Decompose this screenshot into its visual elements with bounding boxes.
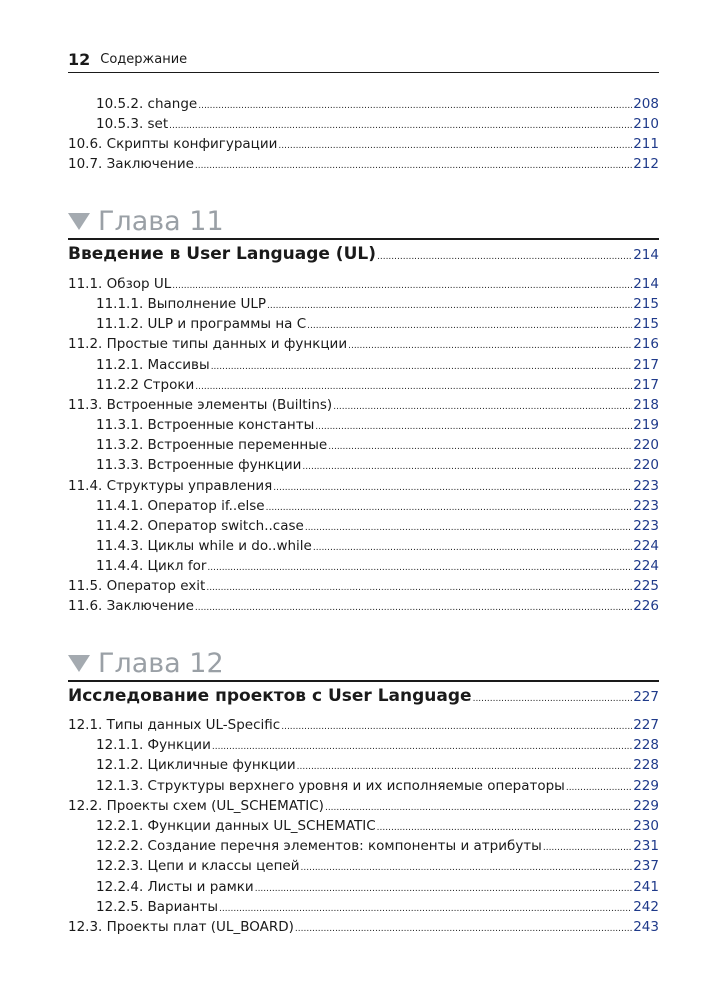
- leader-dots: [195, 154, 632, 176]
- toc-entry-page: 228: [633, 737, 659, 754]
- leader-dots: [315, 415, 632, 437]
- toc-entry-label: 10.7. Заключение: [68, 156, 194, 172]
- toc-entry[interactable]: [68, 715, 659, 735]
- toc-entry-label: 11.6. Заключение: [68, 598, 194, 615]
- toc-entry-label: 10.5.2. change: [96, 96, 198, 112]
- toc-entry-page: 211: [633, 136, 659, 152]
- leader-dots: [543, 836, 632, 858]
- toc-entry-page: 220: [633, 457, 659, 474]
- leader-dots: [278, 134, 632, 156]
- leader-dots: [348, 334, 632, 356]
- toc-entry-label: 10.6. Скрипты конфигурации: [68, 136, 278, 152]
- toc-entry-label: 11.2.1. Массивы: [96, 356, 210, 373]
- toc-entry[interactable]: [68, 917, 659, 937]
- toc-entry-page: 243: [633, 919, 659, 935]
- toc-entry-page: 218: [633, 396, 659, 413]
- toc-entry[interactable]: [96, 94, 659, 114]
- toc-entry-label: 11.1.2. ULP и программы на C: [96, 316, 307, 333]
- toc-entry[interactable]: [68, 596, 659, 616]
- toc-entry[interactable]: [96, 776, 659, 796]
- toc-entry[interactable]: [96, 856, 659, 876]
- toc-entry-label: 11.5. Оператор exit: [68, 578, 206, 595]
- toc-entry-label: 12.2.3. Цепи и классы цепей: [96, 858, 300, 875]
- triangle-down-icon: [68, 213, 90, 230]
- leader-dots: [325, 796, 632, 818]
- toc-entry-page: 214: [633, 247, 659, 263]
- toc-entry-page: 231: [633, 838, 659, 855]
- toc-entry-label: 11.3.1. Встроенные константы: [96, 417, 315, 434]
- toc-entry-label: 12.2.4. Листы и рамки: [96, 878, 254, 895]
- toc-entry-label: 11.4.2. Оператор switch..case: [96, 517, 304, 534]
- toc-entry[interactable]: [68, 274, 659, 294]
- toc-entry-page: 210: [633, 116, 659, 132]
- leader-dots: [195, 375, 632, 397]
- toc-entry-page: 220: [633, 437, 659, 454]
- toc-entry-page: 223: [633, 497, 659, 514]
- leader-dots: [307, 314, 632, 336]
- toc-entry-label: 11.4. Структуры управления: [68, 477, 273, 494]
- toc-entry-page: 212: [633, 156, 659, 172]
- toc-entry[interactable]: [68, 576, 659, 596]
- toc-entry-page: 217: [633, 356, 659, 373]
- toc-entry[interactable]: [68, 334, 659, 354]
- toc-entry-label: 11.3.3. Встроенные функции: [96, 457, 302, 474]
- toc-entry[interactable]: [96, 816, 659, 836]
- toc-entry[interactable]: [68, 395, 659, 415]
- toc-entry[interactable]: [96, 536, 659, 556]
- running-header: [68, 46, 659, 73]
- chapter-heading-text: Глава 12: [98, 647, 224, 679]
- toc-entry-page: 219: [633, 417, 659, 434]
- toc-entry-page: 227: [633, 689, 659, 705]
- toc-entry-label: 12.1.2. Цикличные функции: [96, 757, 296, 774]
- toc-entry-page: 216: [633, 336, 659, 353]
- leader-dots: [305, 516, 632, 538]
- toc-entry[interactable]: [68, 476, 659, 496]
- leader-dots: [295, 917, 632, 939]
- toc-entry-label: 11.1. Обзор UL: [68, 276, 172, 292]
- toc-entry-page: 227: [633, 717, 659, 733]
- leader-dots: [266, 496, 633, 518]
- leader-dots: [377, 816, 633, 838]
- toc-entry[interactable]: [96, 877, 659, 897]
- leader-dots: [198, 94, 632, 116]
- toc-entry-label: 12.2.2. Создание перечня элементов: компоненты и атрибуты: [96, 838, 542, 855]
- chapter-heading: [68, 204, 659, 238]
- leader-dots: [297, 755, 633, 777]
- leader-dots: [473, 686, 633, 705]
- toc-entry-page: 215: [633, 296, 659, 313]
- page-number: 12: [68, 49, 91, 69]
- toc-entry[interactable]: [96, 516, 659, 536]
- toc-entry[interactable]: [96, 314, 659, 334]
- toc-entry[interactable]: [96, 755, 659, 775]
- toc-entry[interactable]: [96, 355, 659, 375]
- toc-entry-label: 12.1.1. Функции: [96, 737, 211, 754]
- leader-dots: [207, 556, 632, 578]
- toc-entry-page: 241: [633, 878, 659, 895]
- toc-entry-page: 224: [633, 537, 659, 554]
- toc-entry-label: 10.5.3. set: [96, 116, 169, 132]
- toc-entry-page: 229: [633, 777, 659, 794]
- leader-dots: [219, 897, 632, 919]
- toc-entry[interactable]: [96, 735, 659, 755]
- toc-entry[interactable]: [96, 496, 659, 516]
- toc-entry-page: 224: [633, 558, 659, 575]
- toc-entry-page: 242: [633, 898, 659, 915]
- toc-entry-page: 208: [633, 96, 659, 112]
- leader-dots: [195, 596, 632, 618]
- toc-entry-page: 237: [633, 858, 659, 875]
- toc-entry[interactable]: [96, 114, 659, 134]
- leader-dots: [328, 435, 632, 457]
- toc-entry[interactable]: [96, 836, 659, 856]
- chapter-heading: [68, 646, 659, 680]
- toc-entry-page: 215: [633, 316, 659, 333]
- leader-dots: [267, 294, 632, 316]
- leader-dots: [301, 856, 633, 878]
- leader-dots: [212, 735, 632, 757]
- toc-entry-label: 12.1.3. Структуры верхнего уровня и их исполняемые операторы: [96, 777, 565, 794]
- leader-dots: [255, 877, 633, 899]
- toc-entry-page: 225: [633, 578, 659, 595]
- toc-entry-label: 11.4.1. Оператор if..else: [96, 497, 265, 514]
- leader-dots: [206, 576, 632, 598]
- toc-entry-label: 11.4.4. Цикл for: [96, 558, 207, 575]
- toc-entry-label: 11.4.3. Циклы while и do..while: [96, 537, 312, 554]
- chapter-title: Исследование проектов с User Language: [68, 686, 472, 706]
- chapter-title-entry[interactable]: [68, 238, 659, 270]
- toc-entry-page: 214: [633, 276, 659, 292]
- toc-entry[interactable]: [68, 134, 659, 154]
- toc-entry-page: 229: [633, 797, 659, 814]
- toc-entry[interactable]: [96, 375, 659, 395]
- leader-dots: [281, 715, 632, 737]
- toc-entry-label: 12.2. Проекты схем (UL_SCHEMATIC): [68, 797, 324, 814]
- triangle-down-icon: [68, 655, 90, 672]
- leader-dots: [211, 355, 633, 377]
- chapter-heading-text: Глава 11: [98, 205, 224, 237]
- toc-entry-label: 11.3. Встроенные элементы (Builtins): [68, 396, 333, 413]
- toc-entry-page: 223: [633, 477, 659, 494]
- toc-entry-label: 12.2.5. Варианты: [96, 898, 219, 915]
- chapter-title-entry[interactable]: [68, 680, 659, 712]
- toc-entry-label: 11.2.2 Строки: [96, 376, 195, 393]
- leader-dots: [172, 274, 632, 296]
- leader-dots: [566, 776, 632, 798]
- toc-entry-label: 11.3.2. Встроенные переменные: [96, 437, 328, 454]
- toc-entry[interactable]: [96, 435, 659, 455]
- leader-dots: [302, 455, 632, 477]
- leader-dots: [333, 395, 632, 417]
- leader-dots: [313, 536, 632, 558]
- toc-entry-page: 217: [633, 376, 659, 393]
- leader-dots: [273, 476, 632, 498]
- toc-entry-label: 12.1. Типы данных UL-Specific: [68, 717, 281, 733]
- toc-entry[interactable]: [96, 415, 659, 435]
- running-title: Содержание: [100, 51, 188, 67]
- toc-entry[interactable]: [68, 796, 659, 816]
- toc-entry[interactable]: [96, 294, 659, 314]
- toc-entry-page: 230: [633, 818, 659, 834]
- toc-entry-page: 226: [633, 598, 659, 615]
- toc-entry-page: 228: [633, 757, 659, 774]
- leader-dots: [169, 114, 632, 136]
- toc-entry-label: 12.2.1. Функции данных UL_SCHEMATIC: [96, 818, 376, 834]
- leader-dots: [377, 244, 632, 263]
- toc-entry-label: 12.3. Проекты плат (UL_BOARD): [68, 919, 294, 935]
- toc-entry-label: 11.2. Простые типы данных и функции: [68, 336, 348, 353]
- toc-entry[interactable]: [96, 455, 659, 475]
- toc-entry-label: 11.1.1. Выполнение ULP: [96, 296, 267, 313]
- toc-entry[interactable]: [68, 154, 659, 174]
- toc-entry-page: 223: [633, 517, 659, 534]
- chapter-title: Введение в User Language (UL): [68, 244, 376, 264]
- toc-entry[interactable]: [96, 556, 659, 576]
- toc-entry[interactable]: [96, 897, 659, 917]
